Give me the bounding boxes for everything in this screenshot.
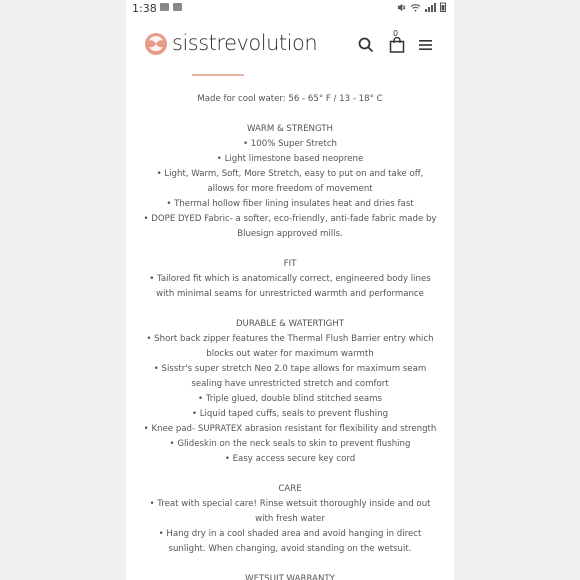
description-line: Made for cool water: 56 - 65° F / 13 - 18° C bbox=[197, 94, 383, 104]
description-line: with minimal seams for unrestricted warmth and performance bbox=[156, 289, 424, 299]
cart-count: 0 bbox=[393, 29, 399, 38]
brand-name[interactable]: sisstrevolution bbox=[172, 31, 318, 55]
description-line: Bluesign approved mills. bbox=[237, 229, 343, 239]
shopping-bag-icon bbox=[389, 37, 405, 53]
description-line: • 100% Super Stretch bbox=[242, 139, 337, 149]
description-line: • Sisstr's super stretch Neo 2.0 tape allows for maximum seam bbox=[153, 364, 427, 374]
description-line bbox=[126, 107, 454, 122]
cart-button[interactable] bbox=[388, 29, 406, 55]
description-line: allows for more freedom of movement bbox=[207, 184, 373, 194]
description-line: with fresh water bbox=[255, 514, 325, 524]
notification-icons bbox=[160, 3, 182, 11]
description-line: • DOPE DYED Fabric- a softer, eco-friendly, anti-fade fabric made by bbox=[143, 214, 437, 224]
description-line: • Knee pad- SUPRATEX abrasion resistant for flexibility and strength bbox=[143, 424, 437, 434]
brand-logo-icon[interactable] bbox=[144, 32, 168, 56]
section-heading: WETSUIT WARRANTY bbox=[245, 574, 335, 580]
description-line: • Triple glued, double blind stitched seams bbox=[197, 394, 383, 404]
description-line bbox=[126, 467, 454, 482]
description-line bbox=[126, 302, 454, 317]
status-time: 1:38 bbox=[132, 2, 157, 15]
battery-icon bbox=[440, 2, 446, 12]
description-line bbox=[126, 557, 454, 572]
product-description bbox=[126, 92, 454, 580]
description-line: • Liquid taped cuffs, seals to prevent flushing bbox=[191, 409, 389, 419]
section-heading: CARE bbox=[278, 484, 302, 494]
description-line: • Thermal hollow fiber lining insulates heat and dries fast bbox=[166, 199, 414, 209]
section-heading: FIT bbox=[283, 259, 297, 269]
hamburger-menu-icon[interactable] bbox=[419, 39, 432, 51]
signal-icon bbox=[425, 3, 436, 12]
system-icons bbox=[397, 2, 446, 12]
description-line: • Easy access secure key cord bbox=[224, 454, 356, 464]
description-line: blocks out water for maximum warmth bbox=[206, 349, 374, 359]
description-line: sealing have unrestricted stretch and comfort bbox=[191, 379, 389, 389]
description-line: • Treat with special care! Rinse wetsuit thoroughly inside and out bbox=[149, 499, 431, 509]
search-icon[interactable] bbox=[358, 37, 374, 53]
description-line: • Tailored fit which is anatomically correct, engineered body lines bbox=[149, 274, 431, 284]
description-line: sunlight. When changing, avoid standing on the wetsuit. bbox=[168, 544, 412, 554]
section-heading: WARM & STRENGTH bbox=[246, 124, 334, 134]
description-line: • Light, Warm, Soft, More Stretch, easy to put on and take off, bbox=[156, 169, 424, 179]
wifi-icon bbox=[410, 3, 421, 12]
status-bar bbox=[126, 0, 454, 18]
description-line: • Short back zipper features the Thermal Flush Barrier entry which bbox=[146, 334, 434, 344]
image-icon bbox=[173, 3, 182, 11]
phone-screen bbox=[126, 0, 454, 580]
message-icon bbox=[160, 3, 169, 11]
section-heading: DURABLE & WATERTIGHT bbox=[235, 319, 345, 329]
accent-divider bbox=[192, 74, 244, 76]
site-header bbox=[126, 24, 454, 70]
mute-icon bbox=[397, 3, 406, 12]
description-line: • Hang dry in a cool shaded area and avoid hanging in direct bbox=[158, 529, 422, 539]
description-line: • Glideskin on the neck seals to skin to prevent flushing bbox=[169, 439, 411, 449]
description-line: • Light limestone based neoprene bbox=[216, 154, 364, 164]
description-line bbox=[126, 242, 454, 257]
